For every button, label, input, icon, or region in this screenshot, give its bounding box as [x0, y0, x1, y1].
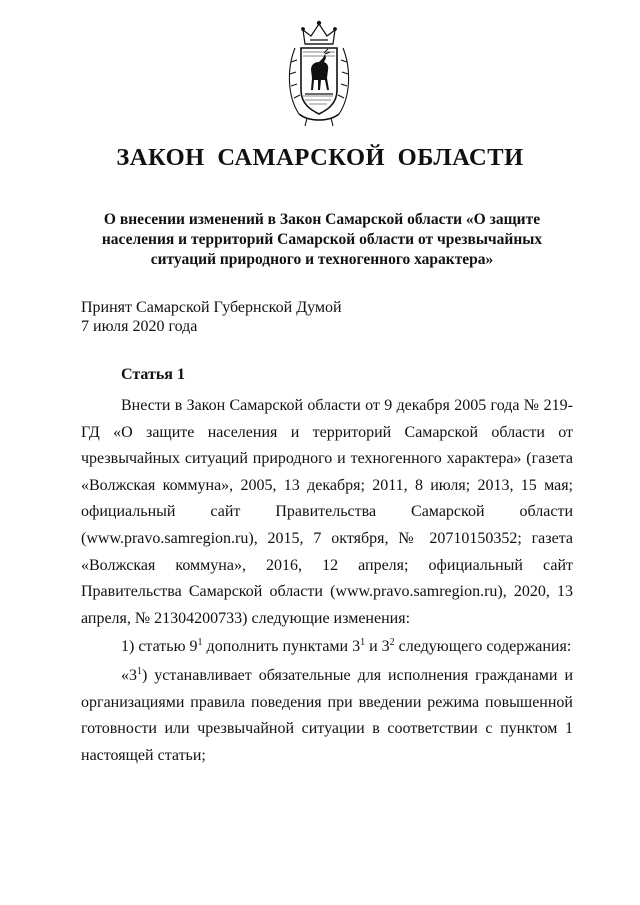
- law-subtitle: О внесении изменений в Закон Самарской области «О защите населения и территорий Самарской области от чрезвычайных ситуаций природного и техногенного характера»: [101, 211, 543, 268]
- adopted-date: 7 июля 2020 года: [81, 318, 198, 335]
- adoption-block: [81, 298, 342, 336]
- article-body: [81, 393, 573, 769]
- item-text: и 3: [365, 638, 390, 656]
- article-paragraph: Внести в Закон Самарской области от 9 декабря 2005 года № 219-ГД «О защите населения и территорий Самарской области от чрезвычайных ситуаций природного и техногенного характера» (газета «Волжская коммуна», 2005, 13 декабря; 2011, 8 июля; 2013, 15 мая; официальный сайт Правительства Самарской области (www.pravo.samregion.ru), 2015, 7 октября, № 20710150352; газета «Волжская коммуна», 2016, 12 апреля; официальный сайт Правительства Самарской области (www.pravo.samregion.ru), 2020, 13 апреля, № 21304200733) следующие изменения:: [81, 397, 573, 627]
- superscript: 1: [197, 637, 203, 649]
- amendment-item: [81, 634, 573, 661]
- superscript: 2: [389, 637, 395, 649]
- article-heading: Статья 1: [121, 366, 185, 383]
- superscript: 1: [360, 637, 366, 649]
- item-text: следующего содержания:: [394, 638, 572, 656]
- item-text: 1) статью 9: [121, 638, 198, 656]
- law-title: ЗАКОН САМАРСКОЙ ОБЛАСТИ: [116, 144, 524, 171]
- superscript: 1: [137, 665, 142, 677]
- quote-text: ) устанавливает обязательные для исполнения гражданами и организациями правила поведения при введении режима повышенной готовности или чрезвычайной ситуации в соответствии с пунктом 1 настоящей статьи;: [81, 666, 573, 764]
- item-text: дополнить пунктами 3: [202, 638, 361, 656]
- adopted-by: Принят Самарской Губернской Думой: [81, 299, 342, 316]
- samara-coat-of-arms-icon: [281, 18, 357, 130]
- quote-text: «3: [121, 666, 137, 684]
- quoted-provision: [81, 663, 573, 769]
